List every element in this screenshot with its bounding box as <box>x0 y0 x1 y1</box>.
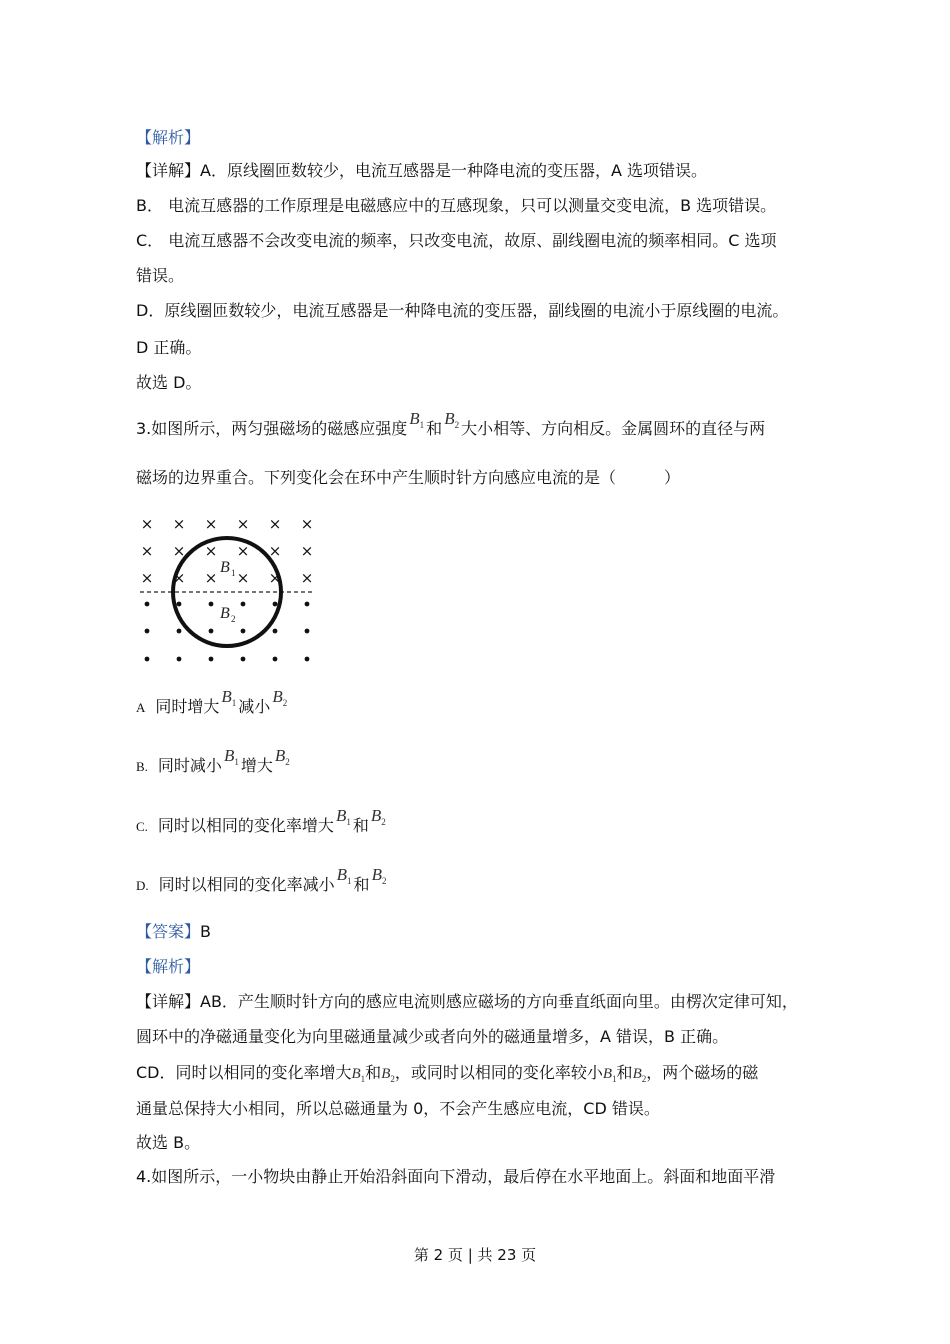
answer-detail-3-and: 和 <box>365 1063 382 1082</box>
option-a-symbol-a: $B_1$ <box>221 687 237 709</box>
answer-detail-3-and2: 和 <box>616 1063 633 1082</box>
field-cross-mark: × <box>268 542 282 560</box>
answer-analysis-label: 【解析】 <box>136 957 201 976</box>
option-d-text-a: 同时以相同的变化率减小 <box>158 875 335 894</box>
answer-detail-3 <box>136 1063 758 1089</box>
option-b[interactable] <box>136 746 292 782</box>
answer-detail-3b: ，或同时以相同的变化率较小 <box>394 1063 603 1082</box>
answer-label: 【答案】 <box>136 922 201 941</box>
option-c-symbol-b: $B_2$ <box>370 806 386 828</box>
field-dot-mark <box>305 629 310 634</box>
field-cross-mark: × <box>172 569 186 587</box>
option-c-text-a: 同时以相同的变化率增大 <box>157 816 334 835</box>
field-dot-mark <box>273 602 278 607</box>
figure-label-b2: B <box>220 605 230 622</box>
answer-detail-4: 通量总保持大小相同，所以总磁通量为 0，不会产生感应电流，CD 错误。 <box>136 1099 660 1118</box>
field-dot-mark <box>273 657 278 662</box>
answer-detail-3c: ，两个磁场的磁 <box>646 1063 759 1082</box>
figure-label-b1-sub: 1 <box>231 568 236 578</box>
question-stem-line-2: 磁场的边界重合。下列变化会在环中产生顺时针方向感应电流的是（ ） <box>136 468 681 487</box>
field-b1-crosses <box>141 515 314 587</box>
figure-label-b1: B <box>220 559 230 576</box>
field-dot-mark <box>241 657 246 662</box>
option-b-letter: B. <box>136 759 148 774</box>
answer-sym-b2-2: $B_2$ <box>632 1066 647 1084</box>
field-dot-mark <box>209 657 214 662</box>
option-d[interactable] <box>136 865 388 901</box>
field-dot-mark <box>273 629 278 634</box>
field-cross-mark: × <box>236 569 250 587</box>
option-a-text-b: 减小 <box>238 697 271 716</box>
question-and: 和 <box>426 419 443 438</box>
prev-conclusion: 故选 D。 <box>136 373 202 392</box>
field-cross-mark: × <box>268 515 282 533</box>
answer-detail-3a: CD．同时以相同的变化率增大 <box>136 1063 352 1082</box>
answer-value: B <box>200 922 211 941</box>
option-a[interactable] <box>136 687 289 723</box>
field-dot-mark <box>241 602 246 607</box>
field-dot-mark <box>305 602 310 607</box>
field-dot-mark <box>209 629 214 634</box>
field-cross-mark: × <box>204 542 218 560</box>
option-d-symbol-a: $B_1$ <box>336 865 352 887</box>
field-cross-mark: × <box>204 515 218 533</box>
option-b-symbol-b: $B_2$ <box>274 746 290 768</box>
field-cross-mark: × <box>268 569 282 587</box>
option-a-text-a: 同时增大 <box>155 697 220 716</box>
field-cross-mark: × <box>300 542 314 560</box>
field-cross-mark: × <box>236 542 250 560</box>
symbol-b1: $B_1$ <box>409 409 425 431</box>
option-a-letter: A <box>136 700 146 715</box>
field-cross-mark: × <box>204 569 218 587</box>
field-cross-mark: × <box>140 569 154 587</box>
detail-d-1: D．原线圈匝数较少，电流互感器是一种降电流的变压器，副线圈的电流小于原线圈的电流。 <box>136 301 789 320</box>
option-c-letter: C. <box>136 819 148 834</box>
answer-line <box>136 922 211 942</box>
option-b-symbol-a: $B_1$ <box>223 746 239 768</box>
option-c[interactable] <box>136 806 388 842</box>
option-d-letter: D. <box>136 878 149 893</box>
page-footer: 第 2 页 | 共 23 页 <box>413 1246 537 1264</box>
symbol-b2: $B_2$ <box>444 409 460 431</box>
detail-a: 【详解】A．原线圈匝数较少，电流互感器是一种降电流的变压器，A 选项错误。 <box>136 161 707 180</box>
field-dot-mark <box>305 657 310 662</box>
field-dot-mark <box>177 657 182 662</box>
option-c-text-b: 和 <box>352 816 369 835</box>
option-d-text-b: 和 <box>353 875 370 894</box>
field-cross-mark: × <box>172 515 186 533</box>
question-stem-1b: 大小相等、方向相反。金属圆环的直径与两 <box>461 419 766 438</box>
field-dot-mark <box>177 629 182 634</box>
option-c-symbol-a: $B_1$ <box>335 806 351 828</box>
field-dot-mark <box>241 629 246 634</box>
field-cross-mark: × <box>300 515 314 533</box>
detail-c-1: C． 电流互感器不会改变电流的频率，只改变电流，故原、副线圈电流的频率相同。C 选项 <box>136 231 777 250</box>
answer-conclusion: 故选 B。 <box>136 1133 201 1152</box>
field-cross-mark: × <box>236 515 250 533</box>
figure-label-b2-sub: 2 <box>231 614 236 624</box>
detail-d-2: D 正确。 <box>136 338 202 357</box>
field-dot-mark <box>145 629 150 634</box>
question-stem-line-1 <box>136 409 766 445</box>
option-a-symbol-b: $B_2$ <box>272 687 288 709</box>
detail-c-2: 错误。 <box>136 266 185 285</box>
field-cross-mark: × <box>172 542 186 560</box>
field-dot-mark <box>145 602 150 607</box>
answer-sym-b1: $B_1$ <box>351 1066 366 1084</box>
next-question-stem: 4.如图所示，一小物块由静止开始沿斜面向下滑动，最后停在水平地面上。斜面和地面平滑 <box>136 1167 776 1186</box>
question-stem-1a: 3.如图所示，两匀强磁场的磁感应强度 <box>136 419 408 438</box>
option-d-symbol-b: $B_2$ <box>371 865 387 887</box>
option-b-text-b: 增大 <box>240 756 273 775</box>
answer-sym-b1-2: $B_1$ <box>602 1066 617 1084</box>
field-cross-mark: × <box>140 542 154 560</box>
answer-detail-1: 【详解】AB．产生顺时针方向的感应电流则感应磁场的方向垂直纸面向里。由楞次定律可知， <box>136 992 798 1011</box>
magnetic-field-figure <box>134 510 324 670</box>
answer-detail-2: 圆环中的净磁通量变化为向里磁通量减少或者向外的磁通量增多，A 错误，B 正确。 <box>136 1027 729 1046</box>
analysis-label: 【解析】 <box>136 128 201 147</box>
field-cross-mark: × <box>300 569 314 587</box>
answer-sym-b2: $B_2$ <box>381 1066 395 1084</box>
detail-b: B． 电流互感器的工作原理是电磁感应中的互感现象，只可以测量交变电流，B 选项错误。 <box>136 196 777 215</box>
field-dot-mark <box>177 602 182 607</box>
option-b-text-a: 同时减小 <box>157 756 222 775</box>
field-dot-mark <box>209 602 214 607</box>
field-dot-mark <box>145 657 150 662</box>
field-cross-mark: × <box>140 515 154 533</box>
